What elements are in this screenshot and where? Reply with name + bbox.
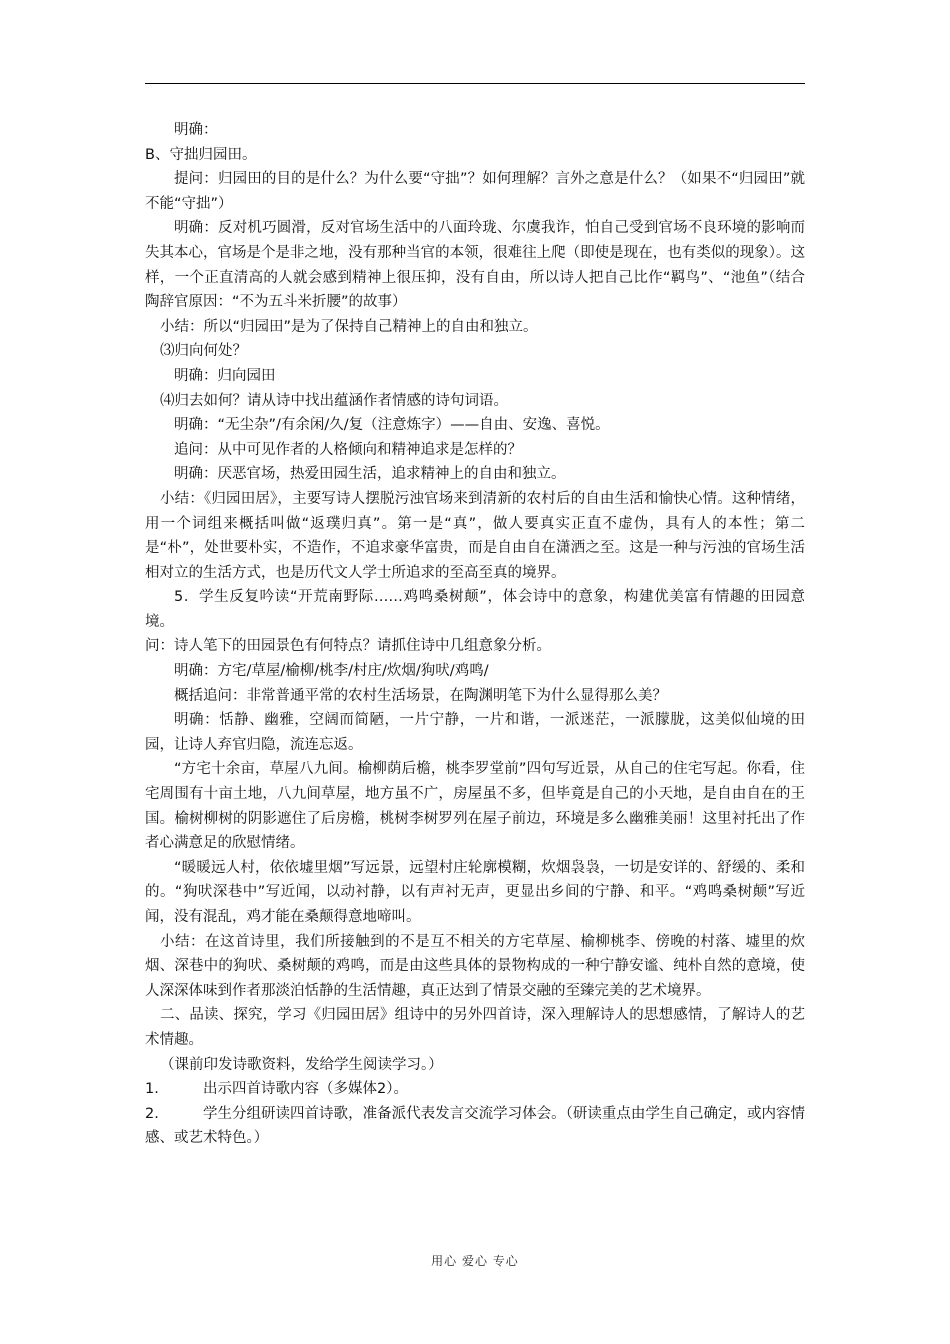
paragraph: 明确： — [174, 122, 218, 138]
paragraph: 明确：归向园田 — [174, 367, 276, 384]
page-footer: 用心 爱心 专心 — [431, 1254, 519, 1268]
list-number: 2. — [145, 1105, 159, 1122]
paragraph: “暖暖远人村，依依墟里烟”写远景，远望村庄轮廓模糊，炊烟袅袅，一切是安详的、舒缓的、柔和的。“狗吠深巷中”写近闻，以动衬静，以有声衬无声，更显出乡间的宁静、和平。“鸡鸣桑树颠”写近闻，没有混乱，鸡才能在桑颠得意地啼叫。 — [145, 859, 805, 925]
list-item-text: 学生分组研读四首诗歌，准备派代表发言交流学习体会。（研读重点由学生自己确定，或内容情感、或艺术特色。） — [145, 1105, 805, 1147]
paragraph: 小结：在这首诗里，我们所接触到的不是互不相关的方宅草屋、榆柳桃李、傍晚的村落、墟里的炊烟、深巷中的狗吠、桑树颠的鸡鸣，而是由这些具体的景物构成的一种宁静安谧、纯朴自然的意境，使人深深体味到作者那淡泊恬静的生活情趣，真正达到了情景交融的至臻完美的艺术境界。 — [145, 933, 805, 999]
paragraph: 概括追问：非常普通平常的农村生活场景，在陶渊明笔下为什么显得那么美？ — [174, 687, 667, 704]
paragraph: （课前印发诗歌资料，发给学生阅读学习。） — [160, 1056, 443, 1073]
paragraph: 明确：恬静、幽雅，空阔而简陋，一片宁静，一片和谐，一派迷茫，一派朦胧，这美似仙境的田园，让诗人弃官归隐，流连忘返。 — [145, 712, 805, 753]
document-body — [145, 118, 805, 1151]
paragraph: 追问：从中可见作者的人格倾向和精神追求是怎样的？ — [174, 441, 522, 458]
list-item-text: 出示四首诗歌内容（多媒体2）。 — [203, 1081, 408, 1098]
paragraph: 明确：方宅/草屋/榆柳/桃李/村庄/炊烟/狗吠/鸡鸣/ — [174, 663, 489, 680]
paragraph: 问：诗人笔下的田园景色有何特点？请抓住诗中几组意象分析。 — [145, 638, 551, 655]
section-heading: B、守拙归园田。 — [145, 146, 257, 163]
paragraph: 小结：所以“归园田”是为了保持自己精神上的自由和独立。 — [160, 318, 538, 335]
paragraph: “方宅十余亩，草屋八九间。榆柳荫后檐，桃李罗堂前”四句写近景，从自己的住宅写起。你看，住宅周围有十亩土地，八九间草屋，地方虽不广，房屋虽不多，但毕竟是自己的小天地，是自由自在的王国。榆树柳树的阴影遮住了后房檐，桃树李树罗列在屋子前边，环境是多么幽雅美丽！这里衬托出了作者心满意足的欣慰情绪。 — [145, 761, 805, 852]
paragraph: 明确：厌恶官场，热爱田园生活，追求精神上的自由和独立。 — [174, 466, 566, 483]
list-number: 1. — [145, 1081, 159, 1098]
paragraph: ⑷归去如何？请从诗中找出蕴涵作者情感的诗句词语。 — [160, 392, 508, 409]
paragraph: 二、品读、探究，学习《归园田居》组诗中的另外四首诗，深入理解诗人的思想感情，了解诗人的艺术情趣。 — [145, 1007, 805, 1048]
paragraph: 明确：反对机巧圆滑，反对官场生活中的八面玲珑、尔虞我诈，怕自己受到官场不良环境的影响而失其本心，官场是个是非之地，没有那种当官的本领，很难往上爬（即使是现在，也有类似的现象）。这样，一个正直清高的人就会感到精神上很压抑，没有自由，所以诗人把自己比作“羁鸟”、“池鱼”（结合陶辞官原因：“不为五斗米折腰”的故事） — [145, 220, 805, 311]
numbered-item — [145, 1077, 805, 1102]
paragraph: 小结：《归园田居》，主要写诗人摆脱污浊官场来到清新的农村后的自由生活和愉快心情。这种情绪，用一个词组来概括叫做“返璞归真”。第一是“真”，做人要真实正直不虚伪，具有人的本性；第二是“朴”，处世要朴实，不造作，不追求豪华富贵，而是自由自在潇洒之至。这是一种与污浊的官场生活相对立的生活方式，也是历代文人学士所追求的至高至真的境界。 — [145, 490, 805, 581]
paragraph: 5．学生反复吟读“开荒南野际……鸡鸣桑树颠”，体会诗中的意象，构建优美富有情趣的田园意境。 — [145, 589, 805, 630]
numbered-item — [145, 1102, 805, 1151]
paragraph: 提问：归园田的目的是什么？为什么要“守拙”？如何理解？言外之意是什么？（如果不“归园田”就不能“守拙”） — [145, 171, 805, 212]
header-rule — [145, 83, 805, 84]
paragraph: ⑶归向何处？ — [160, 343, 247, 360]
paragraph: 明确：“无尘杂”/有余闲/久/复（注意炼字）——自由、安逸、喜悦。 — [174, 417, 610, 434]
